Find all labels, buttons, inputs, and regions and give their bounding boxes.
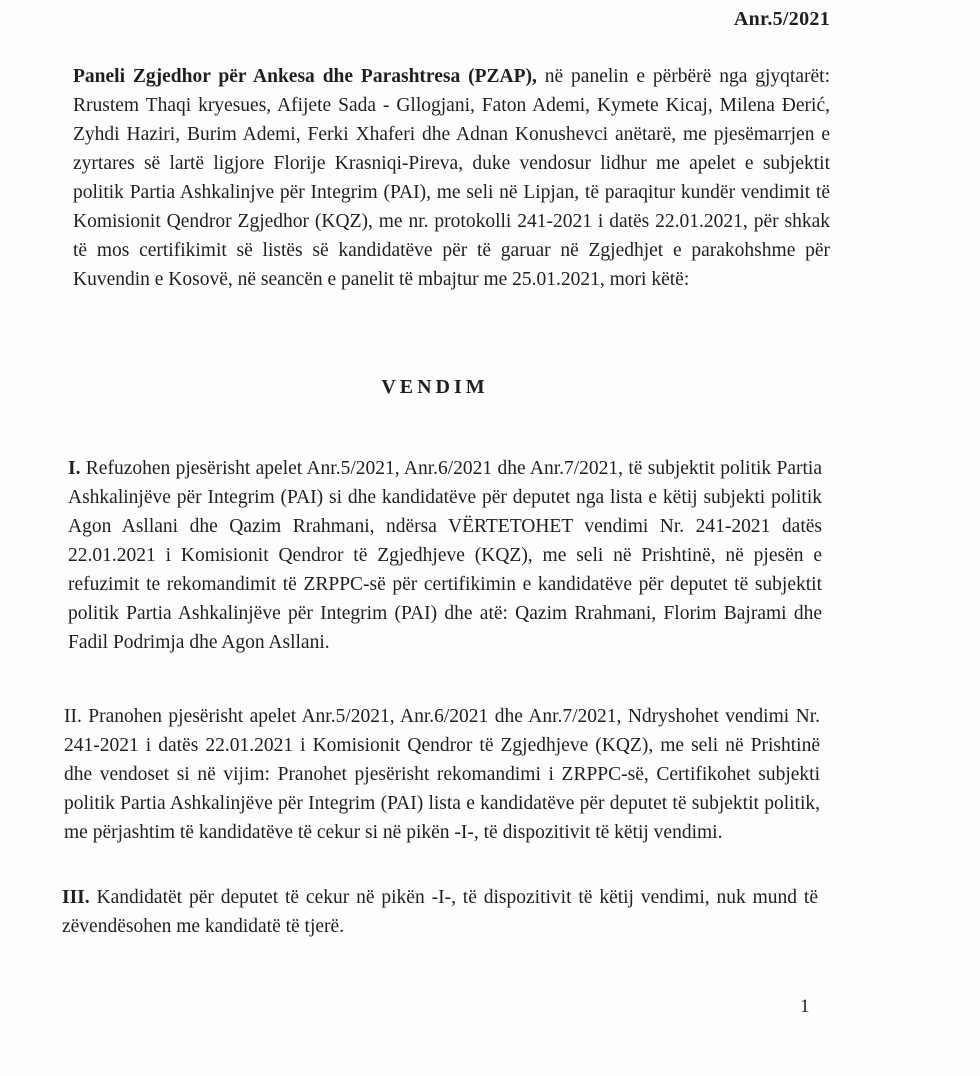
page-number: 1 [800,996,810,1017]
decision-point-3 [62,883,818,941]
intro-text: në panelin e përbërë nga gjyqtarët: Rrustem Thaqi kryesues, Afijete Sada - Gllogjani, Faton Ademi, Kymete Kicaj, Milena Đerić, Zyhdi Haziri, Burim Ademi, Ferki Xhaferi dhe Adnan Konushevci anëtarë, me pjesëmarrjen e zyrtares së lartë ligjore Florije Krasniqi-Pireva, duke vendosur lidhur me apelet e subjektit politik Partia Ashkalinjve për Integrim (PAI), me seli në Lipjan, të paraqitur kundër vendimit të Komisionit Qendror Zgjedhor (KQZ), me nr. protokolli 241-2021 i datës 22.01.2021, për shkak të mos certifikimit së listës së kandidatëve për të garuar në Zgjedhjet e parakohshme për Kuvendin e Kosovë, në seancën e panelit të mbajtur me 25.01.2021, mori këtë: [73,66,830,290]
point-text: Refuzohen pjesërisht apelet Anr.5/2021, Anr.6/2021 dhe Anr.7/2021, të subjektit politik Partia Ashkalinjëve për Integrim (PAI) si dhe kandidatëve për deputet nga lista e këtij subjekti politik Agon Asllani dhe Qazim Rrahmani, ndërsa VËRTETOHET vendimi Nr. 241-2021 datës 22.01.2021 i Komisionit Qendror të Zgjedhjeve (KQZ), me seli në Prishtinë, në pjesën e refuzimit te rekomandimit të ZRPPC-së për certifikimin e kandidatëve për deputet të subjektit politik Partia Ashkalinjëve për Integrim (PAI) dhe atë: Qazim Rrahmani, Florim Bajrami dhe Fadil Podrimja dhe Agon Asllani. [68,458,822,653]
intro-paragraph [73,62,830,294]
decision-heading: VENDIM [381,376,489,398]
point-text: Pranohen pjesërisht apelet Anr.5/2021, Anr.6/2021 dhe Anr.7/2021, Ndryshohet vendimi Nr. 241-2021 i datës 22.01.2021 i Komisionit Qendror të Zgjedhjeve (KQZ), me seli në Prishtinë dhe vendoset si në vijim: Pranohet pjesërisht rekomandimi i ZRPPC-së, Certifikohet subjekti politik Partia Ashkalinjëve për Integrim (PAI) lista e kandidatëve për deputet të subjektit politik, me përjashtim të kandidatëve të cekur si në pikën -I-, të dispozitivit të këtij vendimi. [64,706,820,843]
point-text: Kandidatët për deputet të cekur në pikën -I-, të dispozitivit të këtij vendimi, nuk mund të zëvendësohen me kandidatë të tjerë. [62,887,818,937]
case-number: Anr.5/2021 [733,8,830,30]
point-numeral: I. [68,458,81,479]
point-numeral: III. [62,887,90,908]
panel-name: Paneli Zgjedhor për Ankesa dhe Parashtresa (PZAP), [73,66,537,87]
decision-point-1 [68,454,822,657]
decision-point-2 [64,702,820,847]
point-numeral: II. [64,706,82,727]
